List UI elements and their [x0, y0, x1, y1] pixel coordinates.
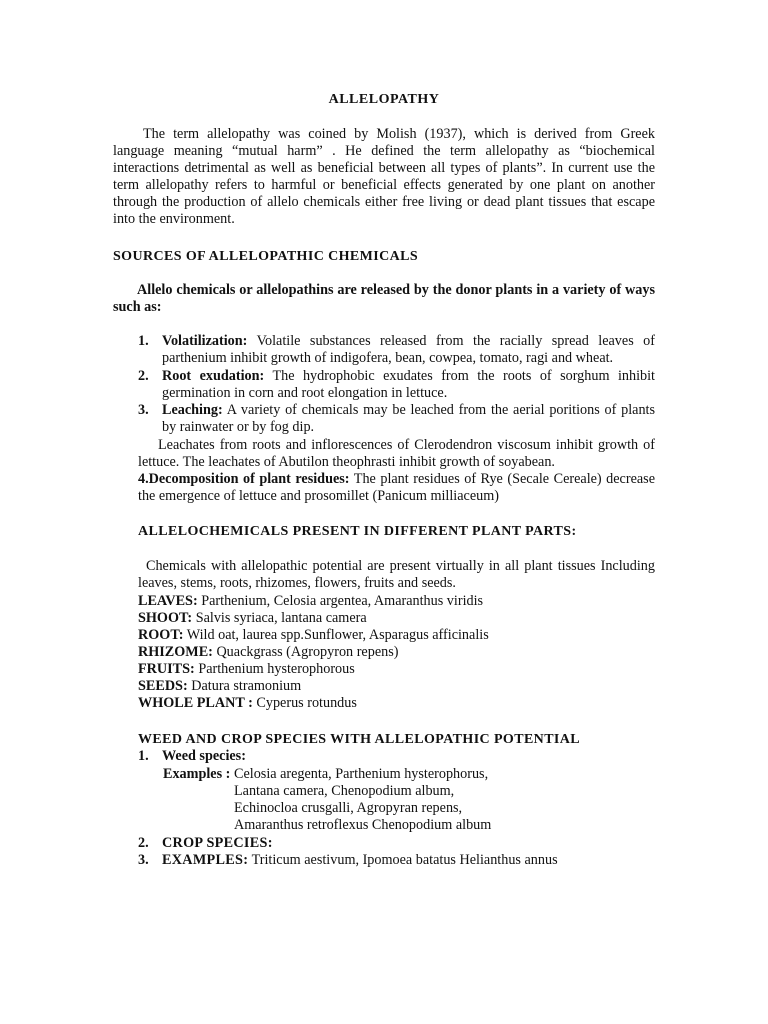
example-line: Amaranthus retroflexus Chenopodium album: [234, 817, 492, 833]
part-label: RHIZOME:: [138, 644, 213, 660]
list-item: [138, 644, 655, 661]
item-body: [162, 402, 655, 436]
example-line: Echinocloa crusgalli, Agropyran repens,: [234, 800, 463, 816]
part-value: Datura stramonium: [191, 678, 302, 694]
parts-heading: ALLELOCHEMICALS PRESENT IN DIFFERENT PLANT PARTS:: [138, 524, 577, 539]
item-term: Leaching:: [162, 402, 223, 418]
crop-examples: [162, 852, 558, 869]
part-value: Salvis syriaca, lantana camera: [195, 610, 367, 626]
list-item: [138, 593, 655, 610]
example-line: Lantana camera, Chenopodium album,: [234, 783, 455, 799]
intro-paragraph: [113, 126, 655, 228]
sources-heading: SOURCES OF ALLELOPATHIC CHEMICALS: [113, 249, 419, 264]
item-term: Volatilization:: [162, 333, 248, 349]
item-number: 2.: [138, 835, 149, 851]
part-value: Parthenium, Celosia argentea, Amaranthus viridis: [201, 593, 484, 609]
list-item: [138, 610, 655, 627]
item-term: 4.Decomposition of plant residues:: [138, 471, 350, 487]
item-body: [162, 333, 655, 367]
crop-examples-value: Triticum aestivum, Ipomoea batatus Helianthus annus: [251, 852, 558, 868]
parts-list: [138, 593, 655, 712]
leachates-text: Leachates from roots and inflorescences of Clerodendron viscosum inhibit growth of lettuce. The leachates of Abutilon theophrasti inhibit growth of soyabean.: [138, 437, 655, 470]
parts-intro: [138, 558, 655, 592]
list-item: [138, 695, 655, 712]
intro-text: The term allelopathy was coined by Molish (1937), which is derived from Greek language meaning “mutual harm” . He defined the term allelopathy as “biochemical interactions detrimental as well as beneficial between all types of plants”. In current use the term allelopathy refers to harmful or beneficial effects generated by one plant on another through the production of allelo chemicals either free living or dead plant tissues that escape into the environment.: [113, 126, 655, 227]
weeds-heading: WEED AND CROP SPECIES WITH ALLELOPATHIC POTENTIAL: [138, 732, 581, 747]
part-value: Wild oat, laurea spp.Sunflower, Asparagus afficinalis: [186, 627, 489, 643]
part-value: Quackgrass (Agropyron repens): [216, 644, 399, 660]
part-label: SEEDS:: [138, 678, 188, 694]
part-label: LEAVES:: [138, 593, 198, 609]
weed-species-label: Weed species:: [162, 748, 246, 764]
example-line: Celosia aregenta, Parthenium hysterophorus,: [234, 766, 489, 782]
item-text: The plant residues of Rye (Secale Cereale) decrease the emergence of lettuce and prosomillet (Panicum milliaceum): [138, 471, 655, 504]
item-number: 1.: [138, 333, 149, 349]
part-label: SHOOT:: [138, 610, 193, 626]
crop-examples-label: EXAMPLES:: [162, 852, 249, 868]
examples-label: Examples :: [163, 766, 231, 782]
item-text: The hydrophobic exudates from the roots of sorghum inhibit germination in corn and root elongation in lettuce.: [162, 368, 655, 401]
item-text: Volatile substances released from the racially spread leaves of parthenium inhibit growth of indigofera, bean, cowpea, tomato, ragi and wheat.: [162, 333, 655, 366]
list-item: [138, 678, 655, 695]
item-number: 3.: [138, 402, 149, 418]
parts-intro-text: Chemicals with allelopathic potential are present virtually in all plant tissues Including leaves, stems, roots, rhizomes, flowers, fruits and seeds.: [138, 558, 655, 591]
item-number: 3.: [138, 852, 149, 868]
page-title: ALLELOPATHY: [328, 92, 440, 107]
leachates-paragraph: [138, 437, 655, 471]
crop-species-label: CROP SPECIES:: [162, 835, 273, 851]
item-text: A variety of chemicals may be leached from the aerial poritions of plants by rainwater or by fog dip.: [162, 402, 656, 435]
list-item: [138, 471, 655, 505]
item-number: 1.: [138, 748, 149, 764]
part-value: Parthenium hysterophorous: [198, 661, 355, 677]
part-value: Cyperus rotundus: [256, 695, 357, 711]
item-body: [162, 368, 655, 402]
examples-list: [234, 766, 491, 834]
part-label: FRUITS:: [138, 661, 195, 677]
sources-lead-text: Allelo chemicals or allelopathins are released by the donor plants in a variety of ways such as:: [113, 282, 655, 315]
part-label: WHOLE PLANT :: [138, 695, 253, 711]
list-item: [138, 661, 655, 678]
part-label: ROOT:: [138, 627, 184, 643]
item-term: Root exudation:: [162, 368, 265, 384]
sources-lead: [113, 282, 655, 316]
item-number: 2.: [138, 368, 149, 384]
list-item: [138, 627, 655, 644]
